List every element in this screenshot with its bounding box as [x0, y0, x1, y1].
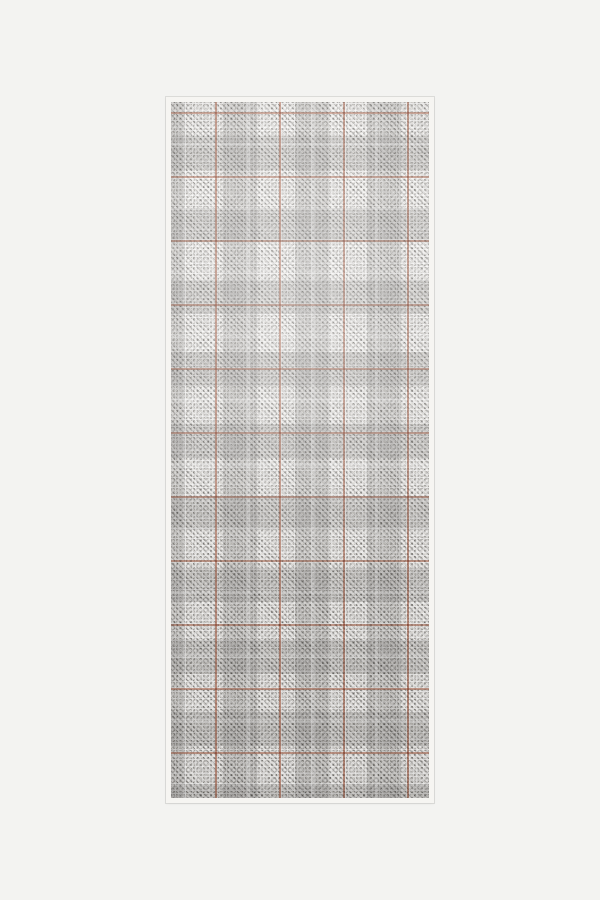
plaid-rust-horizontal-lines — [171, 102, 429, 798]
image-alt-text — [0, 0, 1, 1]
rug-pattern-field — [171, 102, 429, 798]
rug-image — [166, 97, 434, 803]
